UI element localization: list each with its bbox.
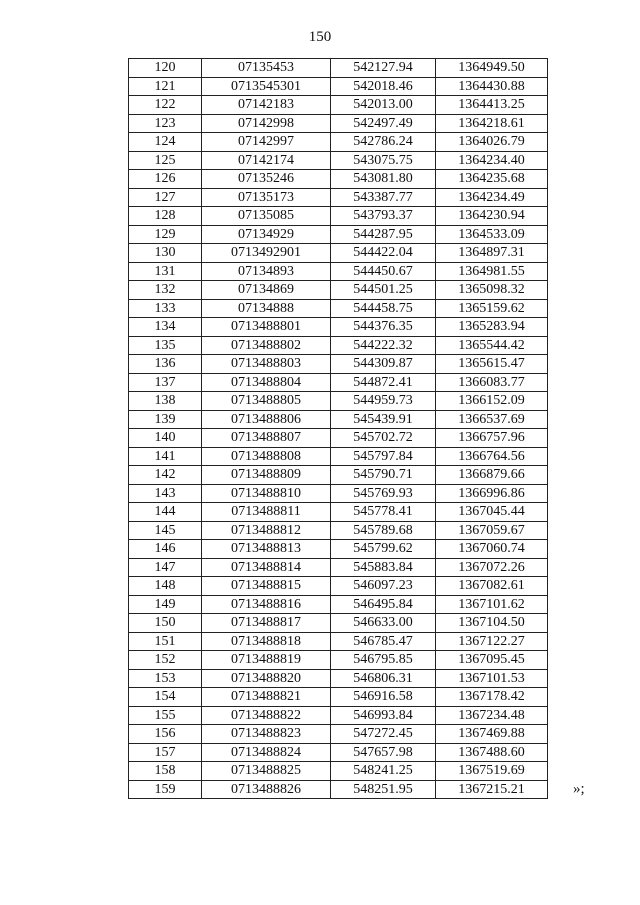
point-code-cell: 0713488817 bbox=[202, 614, 331, 633]
point-index-cell: 136 bbox=[129, 355, 202, 374]
y-coordinate-cell: 1367060.74 bbox=[436, 540, 548, 559]
point-index-cell: 141 bbox=[129, 447, 202, 466]
y-coordinate-cell: 1366764.56 bbox=[436, 447, 548, 466]
table-row bbox=[129, 114, 548, 133]
point-index-cell: 139 bbox=[129, 410, 202, 429]
point-code-cell: 07134888 bbox=[202, 299, 331, 318]
y-coordinate-cell: 1364533.09 bbox=[436, 225, 548, 244]
point-index-cell: 133 bbox=[129, 299, 202, 318]
point-code-cell: 0713488807 bbox=[202, 429, 331, 448]
table-row bbox=[129, 59, 548, 78]
x-coordinate-cell: 545790.71 bbox=[331, 466, 436, 485]
x-coordinate-cell: 546495.84 bbox=[331, 595, 436, 614]
x-coordinate-cell: 544501.25 bbox=[331, 281, 436, 300]
y-coordinate-cell: 1367178.42 bbox=[436, 688, 548, 707]
x-coordinate-cell: 544376.35 bbox=[331, 318, 436, 337]
y-coordinate-cell: 1365283.94 bbox=[436, 318, 548, 337]
x-coordinate-cell: 544959.73 bbox=[331, 392, 436, 411]
x-coordinate-cell: 546806.31 bbox=[331, 669, 436, 688]
point-index-cell: 151 bbox=[129, 632, 202, 651]
x-coordinate-cell: 542013.00 bbox=[331, 96, 436, 115]
x-coordinate-cell: 543081.80 bbox=[331, 170, 436, 189]
point-index-cell: 131 bbox=[129, 262, 202, 281]
x-coordinate-cell: 542497.49 bbox=[331, 114, 436, 133]
point-code-cell: 0713488821 bbox=[202, 688, 331, 707]
point-code-cell: 07134929 bbox=[202, 225, 331, 244]
table-row bbox=[129, 96, 548, 115]
point-index-cell: 140 bbox=[129, 429, 202, 448]
point-code-cell: 0713488816 bbox=[202, 595, 331, 614]
table-row bbox=[129, 762, 548, 781]
point-code-cell: 07135246 bbox=[202, 170, 331, 189]
y-coordinate-cell: 1367104.50 bbox=[436, 614, 548, 633]
point-code-cell: 0713488823 bbox=[202, 725, 331, 744]
point-index-cell: 145 bbox=[129, 521, 202, 540]
table-row bbox=[129, 540, 548, 559]
y-coordinate-cell: 1364235.68 bbox=[436, 170, 548, 189]
table-row bbox=[129, 447, 548, 466]
table-row bbox=[129, 503, 548, 522]
x-coordinate-cell: 544222.32 bbox=[331, 336, 436, 355]
point-code-cell: 07142183 bbox=[202, 96, 331, 115]
point-index-cell: 120 bbox=[129, 59, 202, 78]
table-row bbox=[129, 392, 548, 411]
table-row bbox=[129, 188, 548, 207]
table-row bbox=[129, 558, 548, 577]
point-index-cell: 134 bbox=[129, 318, 202, 337]
x-coordinate-cell: 546785.47 bbox=[331, 632, 436, 651]
x-coordinate-cell: 545789.68 bbox=[331, 521, 436, 540]
point-code-cell: 0713488820 bbox=[202, 669, 331, 688]
table-row bbox=[129, 410, 548, 429]
x-coordinate-cell: 545797.84 bbox=[331, 447, 436, 466]
x-coordinate-cell: 544422.04 bbox=[331, 244, 436, 263]
point-code-cell: 0713488808 bbox=[202, 447, 331, 466]
y-coordinate-cell: 1364230.94 bbox=[436, 207, 548, 226]
point-code-cell: 0713488811 bbox=[202, 503, 331, 522]
x-coordinate-cell: 545439.91 bbox=[331, 410, 436, 429]
y-coordinate-cell: 1364981.55 bbox=[436, 262, 548, 281]
point-code-cell: 0713488824 bbox=[202, 743, 331, 762]
table-row bbox=[129, 521, 548, 540]
point-code-cell: 07142998 bbox=[202, 114, 331, 133]
table-row bbox=[129, 151, 548, 170]
point-index-cell: 124 bbox=[129, 133, 202, 152]
table-row bbox=[129, 725, 548, 744]
x-coordinate-cell: 544450.67 bbox=[331, 262, 436, 281]
point-code-cell: 0713492901 bbox=[202, 244, 331, 263]
point-code-cell: 07135453 bbox=[202, 59, 331, 78]
table-row bbox=[129, 780, 548, 799]
point-code-cell: 0713488810 bbox=[202, 484, 331, 503]
x-coordinate-cell: 544287.95 bbox=[331, 225, 436, 244]
x-coordinate-cell: 546097.23 bbox=[331, 577, 436, 596]
table-row bbox=[129, 595, 548, 614]
point-index-cell: 127 bbox=[129, 188, 202, 207]
table-row bbox=[129, 688, 548, 707]
point-code-cell: 07142997 bbox=[202, 133, 331, 152]
table-row bbox=[129, 373, 548, 392]
x-coordinate-cell: 544309.87 bbox=[331, 355, 436, 374]
table-row bbox=[129, 318, 548, 337]
point-index-cell: 158 bbox=[129, 762, 202, 781]
point-code-cell: 0713488822 bbox=[202, 706, 331, 725]
closing-mark: »; bbox=[573, 781, 585, 797]
point-code-cell: 0713488818 bbox=[202, 632, 331, 651]
point-index-cell: 150 bbox=[129, 614, 202, 633]
y-coordinate-cell: 1364897.31 bbox=[436, 244, 548, 263]
y-coordinate-cell: 1364949.50 bbox=[436, 59, 548, 78]
table-row bbox=[129, 484, 548, 503]
y-coordinate-cell: 1365098.32 bbox=[436, 281, 548, 300]
point-index-cell: 157 bbox=[129, 743, 202, 762]
x-coordinate-cell: 546993.84 bbox=[331, 706, 436, 725]
coordinates-table bbox=[128, 58, 548, 799]
y-coordinate-cell: 1367469.88 bbox=[436, 725, 548, 744]
table-row bbox=[129, 466, 548, 485]
y-coordinate-cell: 1367122.27 bbox=[436, 632, 548, 651]
point-index-cell: 128 bbox=[129, 207, 202, 226]
coordinates-table-body bbox=[129, 59, 548, 799]
x-coordinate-cell: 546916.58 bbox=[331, 688, 436, 707]
y-coordinate-cell: 1366996.86 bbox=[436, 484, 548, 503]
x-coordinate-cell: 547657.98 bbox=[331, 743, 436, 762]
point-code-cell: 0713488815 bbox=[202, 577, 331, 596]
y-coordinate-cell: 1367215.21 bbox=[436, 780, 548, 799]
x-coordinate-cell: 546633.00 bbox=[331, 614, 436, 633]
point-index-cell: 147 bbox=[129, 558, 202, 577]
table-row bbox=[129, 299, 548, 318]
point-code-cell: 07135173 bbox=[202, 188, 331, 207]
point-code-cell: 07135085 bbox=[202, 207, 331, 226]
y-coordinate-cell: 1367101.62 bbox=[436, 595, 548, 614]
point-code-cell: 07134893 bbox=[202, 262, 331, 281]
point-code-cell: 0713488825 bbox=[202, 762, 331, 781]
point-code-cell: 0713488809 bbox=[202, 466, 331, 485]
point-code-cell: 0713488812 bbox=[202, 521, 331, 540]
page-number: 150 bbox=[308, 29, 332, 45]
point-index-cell: 129 bbox=[129, 225, 202, 244]
table-row bbox=[129, 743, 548, 762]
point-code-cell: 0713488806 bbox=[202, 410, 331, 429]
table-row bbox=[129, 577, 548, 596]
table-row bbox=[129, 706, 548, 725]
point-code-cell: 0713488814 bbox=[202, 558, 331, 577]
point-code-cell: 0713545301 bbox=[202, 77, 331, 96]
point-code-cell: 07134869 bbox=[202, 281, 331, 300]
y-coordinate-cell: 1367234.48 bbox=[436, 706, 548, 725]
point-index-cell: 148 bbox=[129, 577, 202, 596]
y-coordinate-cell: 1366152.09 bbox=[436, 392, 548, 411]
table-row bbox=[129, 133, 548, 152]
y-coordinate-cell: 1366879.66 bbox=[436, 466, 548, 485]
point-index-cell: 123 bbox=[129, 114, 202, 133]
point-code-cell: 0713488826 bbox=[202, 780, 331, 799]
y-coordinate-cell: 1364234.40 bbox=[436, 151, 548, 170]
table-row bbox=[129, 281, 548, 300]
x-coordinate-cell: 548251.95 bbox=[331, 780, 436, 799]
point-code-cell: 0713488805 bbox=[202, 392, 331, 411]
table-row bbox=[129, 355, 548, 374]
x-coordinate-cell: 548241.25 bbox=[331, 762, 436, 781]
table-row bbox=[129, 170, 548, 189]
point-code-cell: 0713488802 bbox=[202, 336, 331, 355]
x-coordinate-cell: 545778.41 bbox=[331, 503, 436, 522]
y-coordinate-cell: 1367488.60 bbox=[436, 743, 548, 762]
point-index-cell: 122 bbox=[129, 96, 202, 115]
point-index-cell: 154 bbox=[129, 688, 202, 707]
y-coordinate-cell: 1365544.42 bbox=[436, 336, 548, 355]
table-row bbox=[129, 77, 548, 96]
point-index-cell: 156 bbox=[129, 725, 202, 744]
y-coordinate-cell: 1365615.47 bbox=[436, 355, 548, 374]
x-coordinate-cell: 547272.45 bbox=[331, 725, 436, 744]
x-coordinate-cell: 543793.37 bbox=[331, 207, 436, 226]
point-index-cell: 152 bbox=[129, 651, 202, 670]
x-coordinate-cell: 544458.75 bbox=[331, 299, 436, 318]
y-coordinate-cell: 1364430.88 bbox=[436, 77, 548, 96]
x-coordinate-cell: 545769.93 bbox=[331, 484, 436, 503]
y-coordinate-cell: 1366537.69 bbox=[436, 410, 548, 429]
y-coordinate-cell: 1367519.69 bbox=[436, 762, 548, 781]
x-coordinate-cell: 546795.85 bbox=[331, 651, 436, 670]
point-index-cell: 142 bbox=[129, 466, 202, 485]
x-coordinate-cell: 545799.62 bbox=[331, 540, 436, 559]
point-index-cell: 143 bbox=[129, 484, 202, 503]
table-row bbox=[129, 207, 548, 226]
table-row bbox=[129, 632, 548, 651]
x-coordinate-cell: 543387.77 bbox=[331, 188, 436, 207]
table-row bbox=[129, 336, 548, 355]
point-index-cell: 121 bbox=[129, 77, 202, 96]
point-index-cell: 135 bbox=[129, 336, 202, 355]
point-code-cell: 0713488813 bbox=[202, 540, 331, 559]
y-coordinate-cell: 1367082.61 bbox=[436, 577, 548, 596]
point-code-cell: 0713488801 bbox=[202, 318, 331, 337]
point-index-cell: 138 bbox=[129, 392, 202, 411]
table-row bbox=[129, 429, 548, 448]
point-index-cell: 132 bbox=[129, 281, 202, 300]
point-index-cell: 125 bbox=[129, 151, 202, 170]
y-coordinate-cell: 1367095.45 bbox=[436, 651, 548, 670]
y-coordinate-cell: 1367045.44 bbox=[436, 503, 548, 522]
point-index-cell: 137 bbox=[129, 373, 202, 392]
y-coordinate-cell: 1365159.62 bbox=[436, 299, 548, 318]
point-code-cell: 0713488804 bbox=[202, 373, 331, 392]
y-coordinate-cell: 1364218.61 bbox=[436, 114, 548, 133]
table-row bbox=[129, 651, 548, 670]
y-coordinate-cell: 1364026.79 bbox=[436, 133, 548, 152]
table-row bbox=[129, 244, 548, 263]
y-coordinate-cell: 1366757.96 bbox=[436, 429, 548, 448]
point-index-cell: 155 bbox=[129, 706, 202, 725]
y-coordinate-cell: 1364413.25 bbox=[436, 96, 548, 115]
point-index-cell: 144 bbox=[129, 503, 202, 522]
y-coordinate-cell: 1367059.67 bbox=[436, 521, 548, 540]
x-coordinate-cell: 545883.84 bbox=[331, 558, 436, 577]
y-coordinate-cell: 1366083.77 bbox=[436, 373, 548, 392]
y-coordinate-cell: 1364234.49 bbox=[436, 188, 548, 207]
point-index-cell: 149 bbox=[129, 595, 202, 614]
point-index-cell: 146 bbox=[129, 540, 202, 559]
x-coordinate-cell: 545702.72 bbox=[331, 429, 436, 448]
table-row bbox=[129, 614, 548, 633]
x-coordinate-cell: 543075.75 bbox=[331, 151, 436, 170]
x-coordinate-cell: 542127.94 bbox=[331, 59, 436, 78]
point-code-cell: 0713488803 bbox=[202, 355, 331, 374]
y-coordinate-cell: 1367072.26 bbox=[436, 558, 548, 577]
point-index-cell: 130 bbox=[129, 244, 202, 263]
x-coordinate-cell: 542786.24 bbox=[331, 133, 436, 152]
point-code-cell: 0713488819 bbox=[202, 651, 331, 670]
x-coordinate-cell: 542018.46 bbox=[331, 77, 436, 96]
y-coordinate-cell: 1367101.53 bbox=[436, 669, 548, 688]
x-coordinate-cell: 544872.41 bbox=[331, 373, 436, 392]
table-row bbox=[129, 262, 548, 281]
point-index-cell: 153 bbox=[129, 669, 202, 688]
table-row bbox=[129, 669, 548, 688]
point-code-cell: 07142174 bbox=[202, 151, 331, 170]
point-index-cell: 159 bbox=[129, 780, 202, 799]
table-row bbox=[129, 225, 548, 244]
point-index-cell: 126 bbox=[129, 170, 202, 189]
